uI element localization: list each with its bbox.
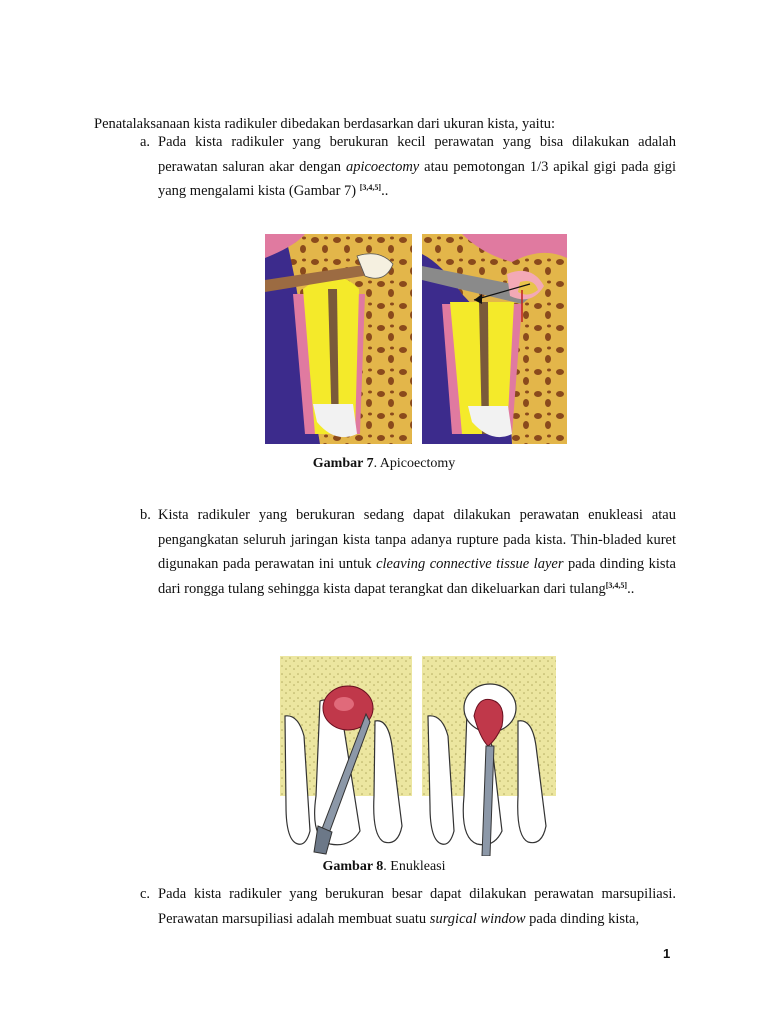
list-marker: b. bbox=[140, 507, 151, 523]
caption-label: Gambar 8 bbox=[322, 859, 384, 874]
list-item-body bbox=[158, 882, 676, 931]
text-segment: pada dinding kista, bbox=[525, 910, 640, 927]
emphasis-term: apicoectomy bbox=[345, 158, 420, 175]
list-marker: c. bbox=[140, 886, 151, 902]
text-segment: atau pemotongan 1/3 apikal gigi pada gigi yang mengalami kista (Gambar 7) bbox=[158, 158, 676, 199]
intro-paragraph: Penatalaksanaan kista radikuler dibedakan berdasarkan dari ukuran kista, yaitu: bbox=[94, 116, 556, 132]
caption-label: Gambar 7 bbox=[312, 456, 374, 471]
caption-text: . Apicoectomy bbox=[373, 456, 456, 471]
citation-ref: [3,4,5] bbox=[359, 183, 382, 192]
page-number: 1 bbox=[663, 946, 671, 961]
list-item-b bbox=[140, 503, 676, 601]
figure-apicoectomy bbox=[265, 234, 567, 444]
text-tail: .. bbox=[627, 580, 635, 597]
text-segment: Pada kista radikuler yang berukuran kecil perawatan yang bisa dilakukan adalah perawatan saluran akar dengan bbox=[158, 134, 676, 175]
enucleation-panel-left bbox=[280, 656, 412, 854]
enucleation-panel-right bbox=[422, 656, 556, 856]
list-marker: a. bbox=[140, 134, 151, 150]
list-item-a bbox=[140, 130, 676, 204]
text-segment: pada dinding kista dari rongga tulang sehingga kista dapat terangkat dan dikeluarkan dari tulang bbox=[158, 556, 676, 597]
caption-text: . Enukleasi bbox=[383, 859, 446, 874]
list-item-body bbox=[158, 130, 676, 204]
emphasis-term: cleaving connective tissue layer bbox=[376, 556, 564, 572]
list-item-body bbox=[158, 503, 676, 601]
apicoectomy-panel-left bbox=[265, 234, 412, 444]
list-item-c bbox=[140, 882, 676, 931]
text-segment: Pada kista radikuler yang berukuran besar dapat dilakukan perawatan marsupiliasi. Perawatan marsupiliasi adalah membuat suatu bbox=[158, 886, 676, 927]
figure-7-caption bbox=[0, 456, 768, 472]
text-segment: Kista radikuler yang berukuran sedang dapat dilakukan perawatan enukleasi atau pengangkatan seluruh jaringan kista tanpa adanya rupture pada kista. Thin-bladed kuret digunakan pada perawatan ini untuk bbox=[158, 507, 676, 572]
citation-ref: [3,4,5] bbox=[605, 580, 628, 590]
apicoectomy-panel-right bbox=[422, 234, 567, 444]
figure-enucleation bbox=[280, 656, 558, 856]
emphasis-term: surgical window bbox=[429, 910, 526, 927]
text-tail: .. bbox=[381, 183, 389, 199]
figure-8-caption bbox=[0, 859, 768, 875]
